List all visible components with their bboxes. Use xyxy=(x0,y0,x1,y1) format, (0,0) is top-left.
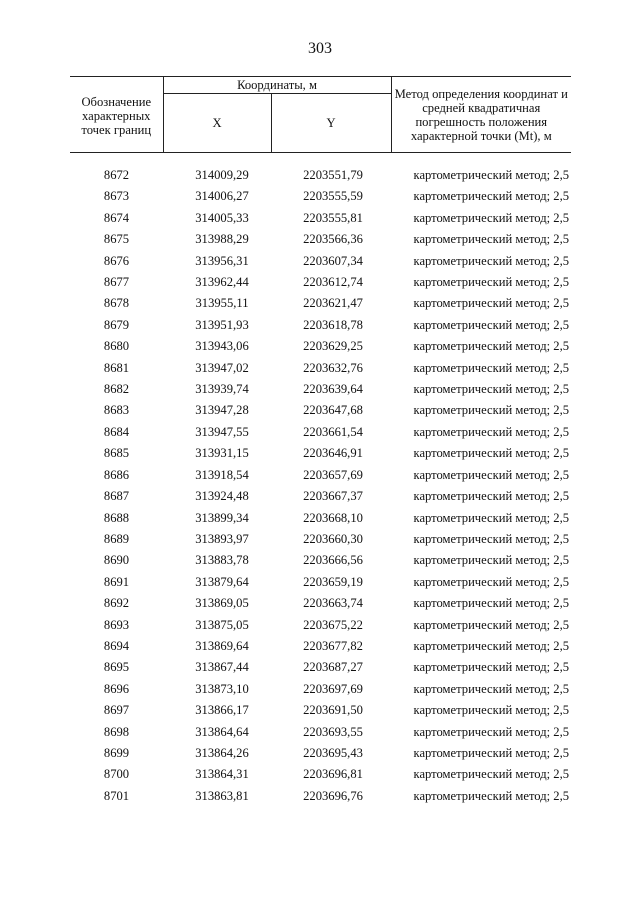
cell-x: 313869,64 xyxy=(195,638,249,653)
cell-method: картометрический метод; 2,5 xyxy=(413,574,570,589)
cell-method: картометрический метод; 2,5 xyxy=(413,232,570,247)
table-row xyxy=(70,293,571,314)
table-row xyxy=(70,529,571,550)
cell-method: картометрический метод; 2,5 xyxy=(413,382,570,397)
cell-point: 8693 xyxy=(103,617,130,632)
cell-y: 2203663,74 xyxy=(303,596,363,611)
header-coordinates: Координаты, м xyxy=(163,77,391,94)
cell-y: 2203607,34 xyxy=(303,253,363,268)
table-row xyxy=(70,272,571,293)
cell-x: 313873,10 xyxy=(195,681,249,696)
table-row xyxy=(70,657,571,678)
cell-point: 8682 xyxy=(103,382,130,397)
cell-method: картометрический метод; 2,5 xyxy=(413,168,570,182)
cell-method: картометрический метод; 2,5 xyxy=(413,510,570,525)
cell-x: 313947,28 xyxy=(195,403,249,418)
cell-x: 313943,06 xyxy=(195,339,249,354)
cell-x: 313864,31 xyxy=(195,767,249,782)
cell-x: 313947,55 xyxy=(195,424,249,439)
cell-y: 2203612,74 xyxy=(303,275,363,290)
cell-y: 2203618,78 xyxy=(303,317,363,332)
table-row xyxy=(70,379,571,400)
cell-y: 2203555,59 xyxy=(303,189,363,204)
cell-y: 2203566,36 xyxy=(303,232,363,247)
cell-x: 313955,11 xyxy=(195,296,249,311)
cell-point: 8677 xyxy=(103,275,130,290)
cell-y: 2203696,76 xyxy=(303,788,363,803)
cell-point: 8696 xyxy=(103,681,130,696)
cell-method: картометрический метод; 2,5 xyxy=(413,745,570,760)
cell-x: 313918,54 xyxy=(195,467,249,482)
cell-x: 313951,93 xyxy=(195,317,249,332)
table-row xyxy=(70,593,571,614)
cell-point: 8695 xyxy=(103,660,130,675)
cell-point: 8681 xyxy=(103,360,130,375)
cell-y: 2203647,68 xyxy=(303,403,363,418)
cell-x: 313866,17 xyxy=(195,703,249,718)
table-body xyxy=(70,153,571,808)
table-row xyxy=(70,615,571,636)
cell-method: картометрический метод; 2,5 xyxy=(413,253,570,268)
cell-x: 314006,27 xyxy=(195,189,249,204)
cell-method: картометрический метод; 2,5 xyxy=(413,553,570,568)
cell-x: 313962,44 xyxy=(195,275,249,290)
cell-x: 313956,31 xyxy=(195,253,249,268)
cell-method: картометрический метод; 2,5 xyxy=(413,189,570,204)
table-row xyxy=(70,743,571,764)
cell-method: картометрический метод; 2,5 xyxy=(413,275,570,290)
cell-y: 2203677,82 xyxy=(303,638,363,653)
cell-point: 8684 xyxy=(103,424,130,439)
cell-point: 8676 xyxy=(103,253,130,268)
cell-y: 2203667,37 xyxy=(303,489,363,504)
cell-x: 313988,29 xyxy=(195,232,249,247)
cell-point: 8698 xyxy=(103,724,130,739)
table-row xyxy=(70,465,571,486)
cell-point: 8701 xyxy=(103,788,130,803)
cell-y: 2203551,79 xyxy=(303,168,363,182)
cell-y: 2203695,43 xyxy=(303,745,363,760)
cell-y: 2203687,27 xyxy=(303,660,363,675)
cell-x: 313893,97 xyxy=(195,531,249,546)
cell-point: 8690 xyxy=(103,553,130,568)
cell-y: 2203646,91 xyxy=(303,446,363,461)
cell-method: картометрический метод; 2,5 xyxy=(413,788,570,803)
cell-method: картометрический метод; 2,5 xyxy=(413,596,570,611)
cell-y: 2203660,30 xyxy=(303,531,363,546)
table-row xyxy=(70,679,571,700)
table-row xyxy=(70,358,571,379)
cell-method: картометрический метод; 2,5 xyxy=(413,489,570,504)
cell-point: 8679 xyxy=(103,317,130,332)
cell-point: 8673 xyxy=(103,189,130,204)
cell-x: 313864,26 xyxy=(195,745,249,760)
cell-x: 313867,44 xyxy=(195,660,249,675)
cell-point: 8687 xyxy=(103,489,130,504)
cell-point: 8674 xyxy=(103,210,130,225)
table-row xyxy=(70,422,571,443)
cell-y: 2203629,25 xyxy=(303,339,363,354)
cell-method: картометрический метод; 2,5 xyxy=(413,403,570,418)
cell-method: картометрический метод; 2,5 xyxy=(413,531,570,546)
table-header xyxy=(70,77,571,153)
table-row xyxy=(70,764,571,785)
cell-y: 2203632,76 xyxy=(303,360,363,375)
cell-x: 313947,02 xyxy=(195,360,249,375)
page-number: 303 xyxy=(308,40,332,57)
table-row xyxy=(70,722,571,743)
cell-x: 314009,29 xyxy=(195,168,249,182)
cell-y: 2203696,81 xyxy=(303,767,363,782)
cell-y: 2203659,19 xyxy=(303,574,363,589)
cell-method: картометрический метод; 2,5 xyxy=(413,617,570,632)
table-row xyxy=(70,186,571,207)
table-row xyxy=(70,400,571,421)
cell-method: картометрический метод; 2,5 xyxy=(413,446,570,461)
table-row xyxy=(70,336,571,357)
header-y: Y xyxy=(271,94,391,153)
cell-method: картометрический метод; 2,5 xyxy=(413,424,570,439)
cell-method: картометрический метод; 2,5 xyxy=(413,767,570,782)
cell-x: 313863,81 xyxy=(195,788,249,803)
cell-x: 313883,78 xyxy=(195,553,249,568)
cell-point: 8686 xyxy=(103,467,130,482)
cell-y: 2203697,69 xyxy=(303,681,363,696)
table-row xyxy=(70,572,571,593)
cell-point: 8683 xyxy=(103,403,130,418)
table-row xyxy=(70,251,571,272)
cell-point: 8678 xyxy=(103,296,130,311)
table-row xyxy=(70,486,571,507)
cell-point: 8692 xyxy=(103,596,130,611)
table-spacer xyxy=(70,153,571,166)
cell-y: 2203675,22 xyxy=(303,617,363,632)
cell-x: 313924,48 xyxy=(195,489,249,504)
cell-point: 8680 xyxy=(103,339,130,354)
cell-x: 313875,05 xyxy=(195,617,249,632)
cell-y: 2203555,81 xyxy=(303,210,363,225)
cell-y: 2203621,47 xyxy=(303,296,363,311)
cell-method: картометрический метод; 2,5 xyxy=(413,360,570,375)
cell-x: 313899,34 xyxy=(195,510,249,525)
cell-method: картометрический метод; 2,5 xyxy=(413,317,570,332)
cell-point: 8685 xyxy=(103,446,130,461)
header-point-designation: Обозначение характерных точек границ xyxy=(70,77,163,153)
cell-point: 8672 xyxy=(103,168,130,182)
cell-y: 2203668,10 xyxy=(303,510,363,525)
coordinates-table xyxy=(70,76,571,807)
cell-point: 8689 xyxy=(103,531,130,546)
cell-x: 313864,64 xyxy=(195,724,249,739)
header-x: X xyxy=(163,94,271,153)
cell-method: картометрический метод; 2,5 xyxy=(413,660,570,675)
cell-method: картометрический метод; 2,5 xyxy=(413,724,570,739)
cell-x: 313939,74 xyxy=(195,382,249,397)
table-row xyxy=(70,786,571,807)
cell-method: картометрический метод; 2,5 xyxy=(413,210,570,225)
cell-point: 8694 xyxy=(103,638,130,653)
cell-method: картометрический метод; 2,5 xyxy=(413,703,570,718)
cell-x: 313879,64 xyxy=(195,574,249,589)
cell-point: 8675 xyxy=(103,232,130,247)
table-row xyxy=(70,315,571,336)
cell-point: 8700 xyxy=(103,767,130,782)
table-row xyxy=(70,229,571,250)
table-row xyxy=(70,700,571,721)
cell-y: 2203661,54 xyxy=(303,424,363,439)
cell-x: 313931,15 xyxy=(195,446,249,461)
cell-method: картометрический метод; 2,5 xyxy=(413,339,570,354)
cell-point: 8697 xyxy=(103,703,130,718)
cell-point: 8691 xyxy=(103,574,130,589)
cell-method: картометрический метод; 2,5 xyxy=(413,467,570,482)
cell-point: 8688 xyxy=(103,510,130,525)
cell-point: 8699 xyxy=(103,745,130,760)
cell-method: картометрический метод; 2,5 xyxy=(413,638,570,653)
table-row xyxy=(70,550,571,571)
cell-x: 313869,05 xyxy=(195,596,249,611)
table-row xyxy=(70,208,571,229)
table-row xyxy=(70,636,571,657)
cell-y: 2203657,69 xyxy=(303,467,363,482)
cell-method: картометрический метод; 2,5 xyxy=(413,681,570,696)
cell-method: картометрический метод; 2,5 xyxy=(413,296,570,311)
header-method: Метод определения координат и средней квадратичная погрешность положения характерной точки (Мt), м xyxy=(391,77,571,153)
cell-y: 2203639,64 xyxy=(303,382,363,397)
cell-y: 2203691,50 xyxy=(303,703,363,718)
cell-x: 314005,33 xyxy=(195,210,249,225)
table-row xyxy=(70,165,571,186)
table-row xyxy=(70,443,571,464)
cell-y: 2203666,56 xyxy=(303,553,363,568)
cell-y: 2203693,55 xyxy=(303,724,363,739)
table-row xyxy=(70,508,571,529)
